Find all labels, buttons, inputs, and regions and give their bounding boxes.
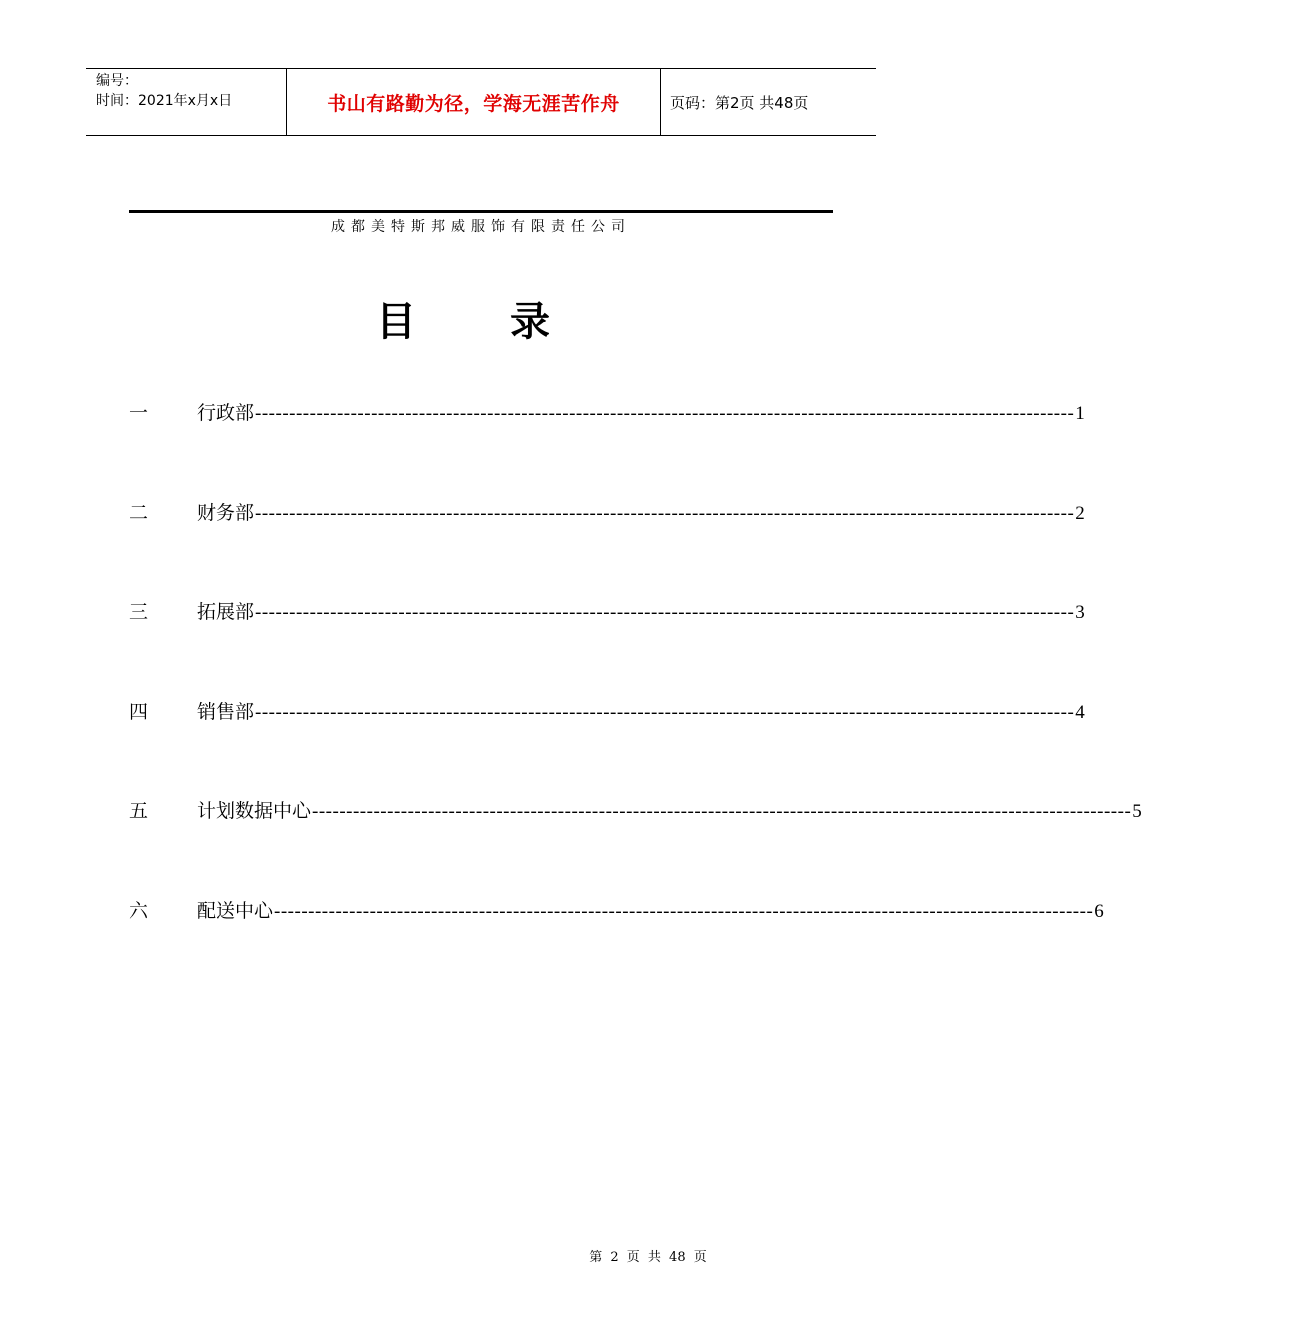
toc-entry-leader: ------------------------------------------------------------------------------------------------------------------------ [255, 403, 1075, 424]
toc-entry-number: 二 [129, 502, 149, 524]
toc-entry-body [197, 697, 1085, 728]
toc-entry[interactable] [129, 896, 1104, 926]
header-meta [96, 71, 232, 111]
toc-entry-body [197, 896, 1104, 927]
toc-entry[interactable] [129, 796, 1142, 826]
toc-entry-number: 五 [129, 800, 149, 822]
toc-entry-page: 3 [1075, 602, 1085, 623]
toc-entry-body [197, 498, 1085, 529]
toc-entry-number: 一 [129, 402, 149, 424]
toc-entry-label: 拓展部 [197, 601, 255, 623]
toc-entry-number: 六 [129, 900, 149, 922]
toc-entry-leader: ------------------------------------------------------------------------------------------------------------------------ [312, 801, 1132, 822]
toc-entry-page: 4 [1075, 702, 1085, 723]
toc-entry-leader: ------------------------------------------------------------------------------------------------------------------------ [255, 503, 1075, 524]
page-footer: 第 2 页 共 48 页 [589, 1250, 707, 1265]
header-page-info: 页码：第2页 共48页 [670, 93, 809, 112]
toc-entry-page: 1 [1075, 403, 1085, 424]
toc-entry-leader: ------------------------------------------------------------------------------------------------------------------------ [255, 602, 1075, 623]
toc-entry-label: 行政部 [197, 402, 255, 424]
toc-entry-label: 销售部 [197, 701, 255, 723]
toc-entry-label: 配送中心 [197, 900, 274, 922]
toc-entry-page: 2 [1075, 503, 1085, 524]
document-header [86, 68, 876, 136]
toc-entry[interactable] [129, 398, 1085, 428]
toc-entry-label: 财务部 [197, 502, 255, 524]
header-divider [660, 69, 661, 135]
company-name: 成都美特斯邦威服饰有限责任公司 [331, 219, 631, 235]
serial-label: 编号： [96, 73, 138, 89]
toc-entry-body [197, 597, 1085, 628]
toc-entry-body [197, 796, 1142, 827]
toc-entry-leader: ------------------------------------------------------------------------------------------------------------------------ [274, 901, 1094, 922]
toc-entry[interactable] [129, 597, 1085, 627]
page-title: 目 录 [376, 298, 590, 345]
toc-entry-label: 计划数据中心 [197, 800, 312, 822]
toc-entry-number: 四 [129, 701, 149, 723]
toc-entry-page: 5 [1132, 801, 1142, 822]
toc-entry[interactable] [129, 697, 1085, 727]
toc-entry-number: 三 [129, 601, 149, 623]
toc-entry-leader: ------------------------------------------------------------------------------------------------------------------------ [255, 702, 1075, 723]
date-label: 时间：2021年x月x日 [96, 93, 233, 109]
toc-entry-page: 6 [1094, 901, 1104, 922]
toc-entry-body [197, 398, 1085, 429]
toc-entry[interactable] [129, 498, 1085, 528]
header-motto: 书山有路勤为径，学海无涯苦作舟 [327, 92, 620, 115]
company-rule [129, 210, 833, 213]
